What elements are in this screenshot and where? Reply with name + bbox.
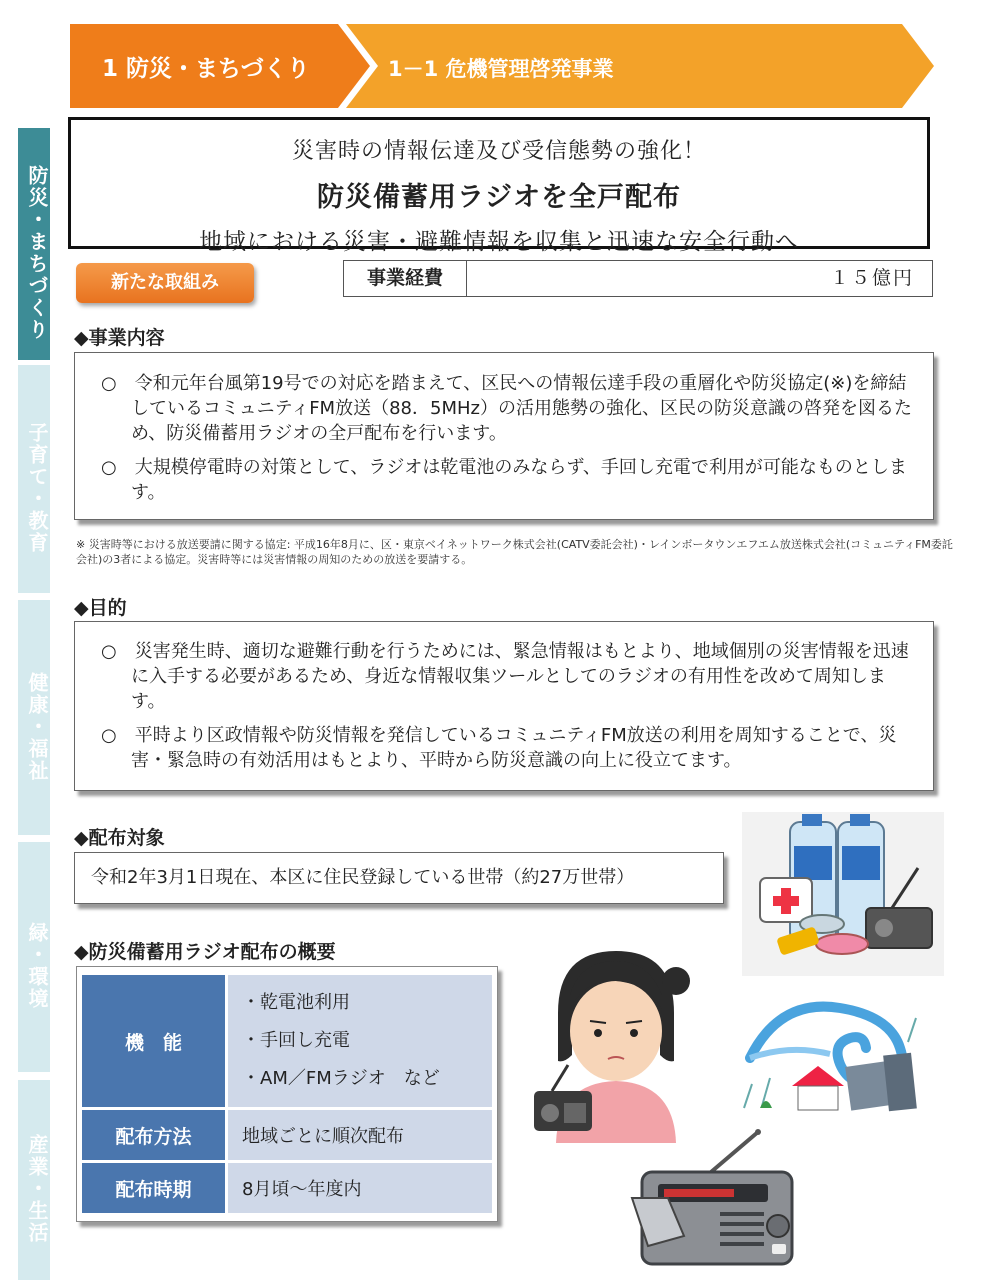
section-title-content: ◆事業内容: [74, 327, 165, 349]
section-title-purpose: ◆目的: [74, 597, 127, 619]
side-tab-health[interactable]: [18, 600, 50, 835]
side-tab-label: 産業・生活: [25, 1134, 49, 1244]
side-tab-environment[interactable]: [18, 842, 50, 1072]
table-row: [82, 1163, 492, 1213]
cost-value: １５億円: [829, 267, 914, 289]
side-tab-industry[interactable]: [18, 1080, 50, 1280]
side-tab-label: 防災・まちづくり: [25, 165, 49, 341]
purpose-item: ○ 災害発生時、適切な避難行動を行うためには、緊急情報はもとより、地域個別の災害情報を迅速に入手する必要があるため、身近な情報収集ツールとしてのラジオの有用性を改めて周知します。: [101, 641, 909, 712]
content-item: ○ 令和元年台風第19号での対応を踏まえて、区民への情報伝達手段の重層化や防災協定(※)を締結しているコミュニティFM放送（88．5MHz）の活用態勢の強化、区民の防災意識の啓発を図るため、防災備蓄用ラジオの全戸配布を行います。: [101, 373, 912, 444]
row-value: 8月頃～年度内: [228, 1163, 492, 1213]
feature-item: ・乾電池利用: [242, 992, 350, 1013]
section-title-overview: ◆防災備蓄用ラジオ配布の概要: [74, 941, 336, 963]
overview-table: [76, 966, 498, 1222]
target-text: 令和2年3月1日現在、本区に住民登録している世帯（約27万世帯）: [91, 867, 635, 888]
section-title-target: ◆配布対象: [74, 827, 165, 849]
category-header: [70, 24, 940, 108]
purpose-item: ○ 平時より区政情報や防災情報を発信しているコミュニティFM放送の利用を周知することで、災害・緊急時の有効活用はもとより、平時から防災意識の向上に役立てます。: [101, 725, 897, 771]
side-tab-childcare[interactable]: [18, 365, 50, 593]
typhoon-illustration: [740, 988, 926, 1116]
side-tab-label: 健康・福祉: [25, 671, 49, 782]
subcategory-title: 1－1 危機管理啓発事業: [388, 57, 614, 81]
side-tab-disaster[interactable]: [18, 128, 50, 360]
new-initiative-badge: 新たな取組み: [76, 263, 254, 303]
side-tab-label: 緑・環境: [25, 922, 49, 1010]
emergency-supplies-illustration: [742, 812, 944, 976]
row-label: 機 能: [82, 975, 228, 1107]
headline-line1: 災害時の情報伝達及び受信態勢の強化！: [291, 139, 706, 164]
footnote: ※ 災害時等における放送要請に関する協定: 平成16年8月に、区・東京ベイネットワーク株式会社(CATV委託会社)・レインボータウンエフエム放送株式会社(コミュニティFM委託会社)の3者による協定。災害時等には災害情報の周知のための放送を要請する。: [76, 538, 953, 566]
content-panel: [74, 352, 934, 520]
feature-item: ・手回し充電: [242, 1030, 350, 1051]
headline-line3: 地域における災害・避難情報を収集と迅速な安全行動へ: [199, 229, 799, 255]
table-row: [82, 975, 492, 1107]
row-label: 配布時期: [82, 1163, 228, 1213]
hand-crank-radio-illustration: [628, 1128, 796, 1268]
row-value: 地域ごとに順次配布: [228, 1110, 492, 1160]
cost-label: 事業経費: [344, 261, 467, 296]
category-title: 1 防災・まちづくり: [102, 56, 310, 82]
headline-title: 防災備蓄用ラジオを全戸配布: [317, 182, 681, 213]
purpose-panel: [74, 621, 934, 791]
feature-item: ・AM／FMラジオ など: [242, 1068, 440, 1089]
person-listening-radio-illustration: [528, 943, 696, 1143]
cost-table: [343, 260, 933, 297]
row-value: [228, 975, 492, 1107]
content-item: ○ 大規模停電時の対策として、ラジオは乾電池のみならず、手回し充電で利用が可能なものとします。: [101, 457, 907, 503]
side-tab-label: 子育て・教育: [25, 422, 49, 554]
row-label: 配布方法: [82, 1110, 228, 1160]
table-row: [82, 1110, 492, 1160]
headline-box: [68, 117, 930, 255]
target-panel: [74, 852, 724, 904]
